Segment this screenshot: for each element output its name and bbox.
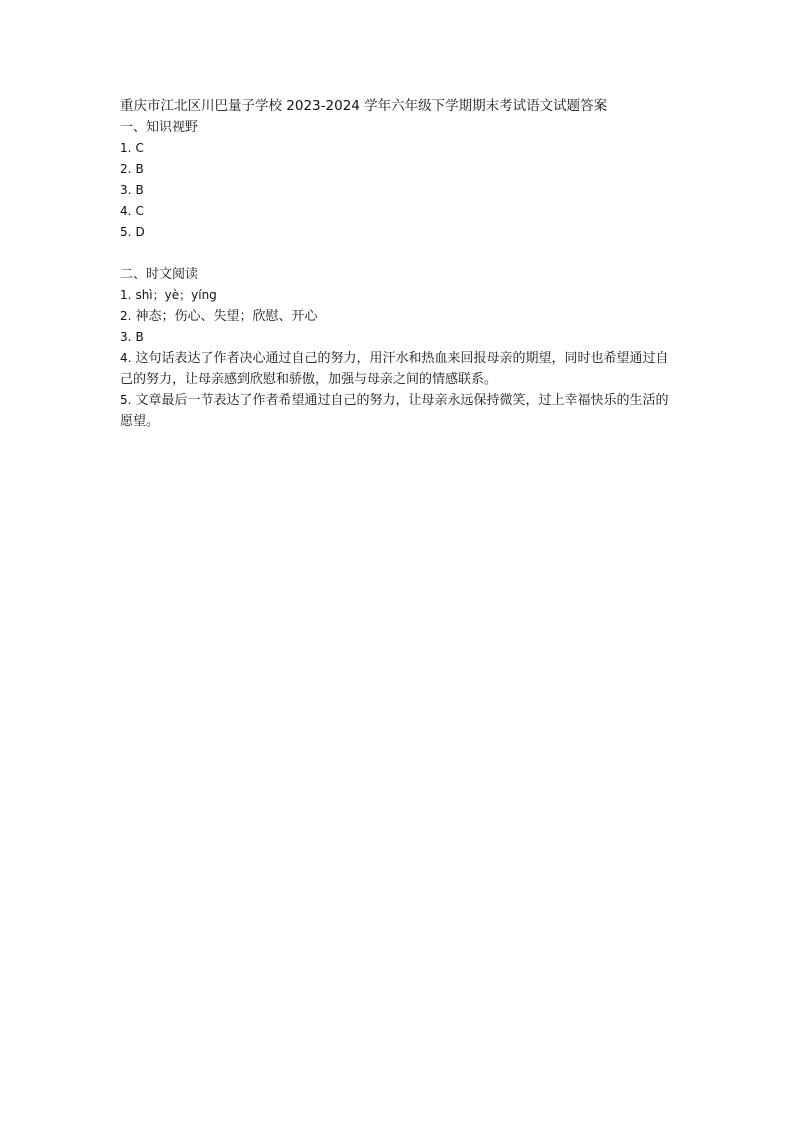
answer-text: C xyxy=(135,141,144,155)
section-2-answer-4 xyxy=(120,348,680,390)
answer-number: 5. xyxy=(120,225,132,239)
answer-text: B xyxy=(135,162,144,176)
answer-number: 2. xyxy=(120,309,132,323)
answer-text: 这句话表达了作者决心通过自己的努力，用汗水和热血来回报母亲的期望，同时也希望通过自己的努力，让母亲感到欣慰和骄傲，加强与母亲之间的情感联系。 xyxy=(120,351,669,387)
section-2-answer-3 xyxy=(120,327,680,348)
answer-text: C xyxy=(135,204,144,218)
section-spacer xyxy=(120,243,680,264)
answer-number: 4. xyxy=(120,204,132,218)
answer-number: 1. xyxy=(120,288,132,302)
document-title: 重庆市江北区川巴量子学校 2023-2024 学年六年级下学期期末考试语文试题答案 xyxy=(120,98,608,114)
answer-text: B xyxy=(135,183,144,197)
section-2-answer-2 xyxy=(120,306,680,327)
answer-number: 3. xyxy=(120,330,132,344)
section-1-answer-4 xyxy=(120,201,680,222)
answer-number: 1. xyxy=(120,141,132,155)
answer-text: 神态；伤心、失望；欣慰、开心 xyxy=(135,309,318,324)
answer-text: B xyxy=(135,330,144,344)
answer-document xyxy=(120,96,680,432)
answer-text: 文章最后一节表达了作者希望通过自己的努力，让母亲永远保持微笑，过上幸福快乐的生活的愿望。 xyxy=(120,393,669,429)
section-2-answer-1 xyxy=(120,285,680,306)
section-1-heading: 一、知识视野 xyxy=(120,120,199,135)
section-1-answer-5 xyxy=(120,222,680,243)
answer-number: 3. xyxy=(120,183,132,197)
answer-number: 4. xyxy=(120,351,132,365)
section-2-heading: 二、时文阅读 xyxy=(120,267,199,282)
section-1-answer-3 xyxy=(120,180,680,201)
answer-text: D xyxy=(135,225,145,239)
section-1-answer-1 xyxy=(120,138,680,159)
section-1-answer-2 xyxy=(120,159,680,180)
answer-text: shì；yè；yíng xyxy=(135,288,217,302)
section-2-answer-5 xyxy=(120,390,680,432)
answer-number: 5. xyxy=(120,393,132,407)
answer-number: 2. xyxy=(120,162,132,176)
